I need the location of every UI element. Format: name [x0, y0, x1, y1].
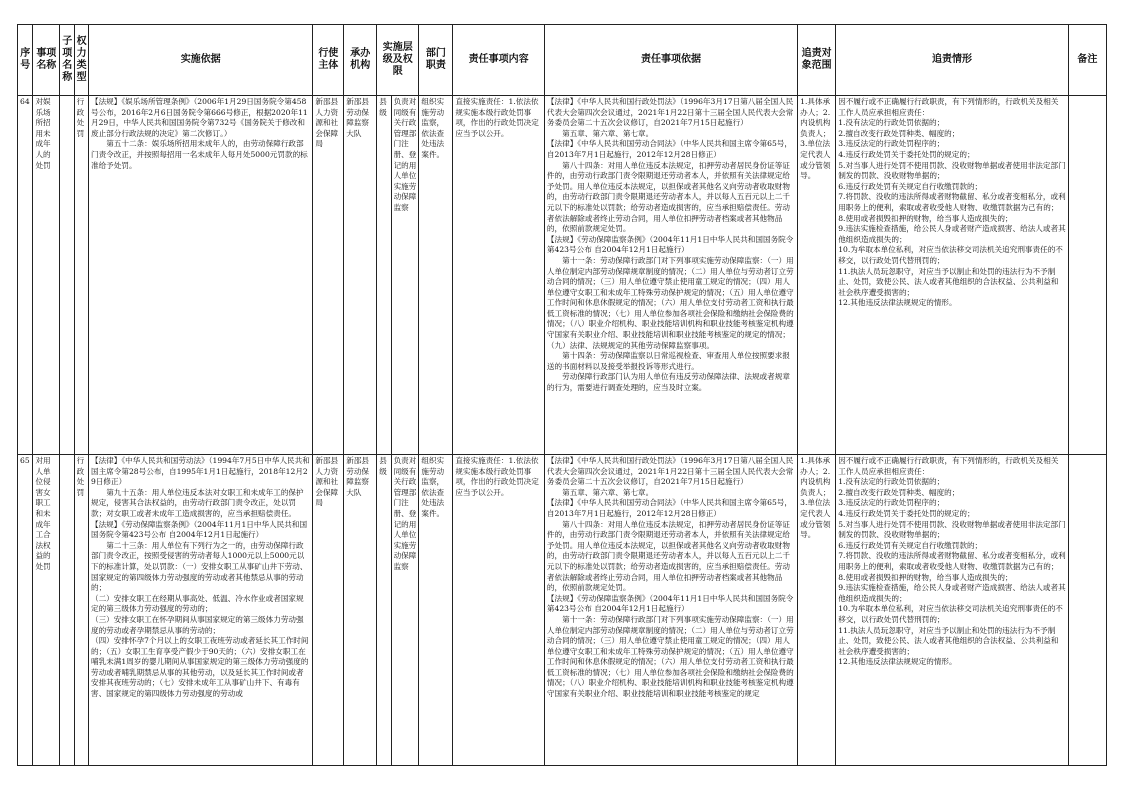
- cell-note: [1068, 96, 1106, 455]
- cell-sub: [60, 455, 74, 766]
- cell-basis: [89, 96, 313, 455]
- resp-basis-para: 第五章、第六章、第七章。: [562, 487, 654, 497]
- power-list-table: [17, 24, 1107, 766]
- header-scope: 追责对象范围: [798, 25, 836, 96]
- cell-seq: 64: [18, 96, 33, 455]
- case-line: 5.对当事人进行处罚不使用罚款、没收财物单据或者使用非法定部门制发的罚款、没收财物单据的；: [838, 160, 1066, 181]
- cell-authority: 负责对同级有关行政管理部门注册、登记的用人单位实施劳动保障监察: [391, 96, 419, 455]
- case-line: 12.其他违反法律法规规定的情形。: [838, 657, 957, 667]
- header-seq: 序号: [18, 25, 33, 96]
- header-cases: 追责情形: [836, 25, 1069, 96]
- cell-duty: 组织实施劳动监察，依法查处违法案件。: [419, 455, 453, 766]
- header-duty: 部门职责: [419, 25, 453, 96]
- case-line: 10.为牟取本单位私利，对应当依法移交司法机关追究刑事责任的不移交，以行政处罚代替刑罚的；: [838, 604, 1063, 624]
- basis-para: 第二十三条：用人单位有下列行为之一的，由劳动保障行政部门责令改正，按照受侵害的劳动者每人1000元以上5000元以下的标准计算，处以罚款：（一）安排女职工从事矿山井下劳动、国家规定的第四级体力劳动强度的劳动或者其他禁忌从事的劳动的；: [91, 540, 308, 593]
- header-sub: 子项名称: [60, 25, 74, 96]
- cell-agency: 新邵县劳动保障监察大队: [344, 455, 377, 766]
- basis-para: 【法规】《劳动保障监察条例》（2004年11月1日中华人民共和国国务院令第423号公布 自2004年12月1日起施行）: [91, 519, 308, 540]
- basis-para: （四）安排怀孕7个月以上的女职工夜班劳动或者延长其工作时间的；（五）女职工生育享受产假少于90天的；（六）安排女职工在哺乳未满1周岁的婴儿期间从事国家规定的第三级体力劳动强度的劳动或者哺乳期禁忌从事的其他劳动，以及延长其工作时间或者安排其夜班劳动的；（七）安排未成年工从事矿山井下、有毒有害、国家规定的第四级体力劳动强度的劳动或: [91, 636, 309, 699]
- basis-para: （二）安排女职工在经期从事高处、低温、冷水作业或者国家规定的第三级体力劳动强度的劳动的；: [91, 593, 304, 614]
- resp-basis-para: 【法律】《中华人民共和国行政处罚法》（1996年3月17日第八届全国人民代表大会第四次会议通过，2021年1月22日第十三届全国人民代表大会常务委员会第二十五次会议修订，自2021年7月15日起施行）: [546, 97, 794, 128]
- cell-type: 行政处罚: [74, 96, 88, 455]
- table-row: [18, 455, 1107, 766]
- case-line: 因不履行或不正确履行行政职责，有下列情形的，行政机关及相关工作人员应承担相应责任：: [838, 456, 1059, 476]
- case-line: 6.违反行政处罚有关规定自行收缴罚款的；: [838, 181, 983, 191]
- case-line: 11.执法人员玩忽职守，对应当予以制止和处罚的违法行为不予制止、处罚，致使公民、法人或者其他组织的合法权益、公共利益和社会秩序遭受损害的；: [838, 625, 1059, 656]
- case-line: 4.违反行政处罚关于委托处罚的规定的；: [838, 508, 975, 518]
- case-line: 1.没有法定的行政处罚依据的；: [838, 477, 945, 487]
- case-line: 6.违反行政处罚有关规定自行收缴罚款的；: [838, 540, 983, 550]
- cell-scope: 1.具体承办人；2.内设机构负责人；3.单位法定代表人或分管领导。: [798, 96, 836, 455]
- cell-note: [1068, 455, 1106, 766]
- table-row: [18, 96, 1107, 455]
- case-line: 7.将罚款、没收的违法所得或者财物截留、私分或者变相私分，或利用职务上的便利，索取或者收受他人财物、收缴罚款据为己有的；: [838, 551, 1066, 571]
- case-line: 4.违反行政处罚关于委托处罚的规定的；: [838, 149, 975, 159]
- cell-authority: 负责对同级有关行政管理部门注册、登记的用人单位实施劳动保障监察: [391, 455, 419, 766]
- resp-basis-para: 【法规】《劳动保障监察条例》（2004年11月1日中华人民共和国国务院令第423号公布 自2004年12月1日起施行）: [546, 593, 794, 614]
- resp-basis-para: 【法规】《劳动保障监察条例》（2004年11月1日中华人民共和国国务院令第423号公布 自2004年12月1日起施行）: [546, 234, 794, 255]
- header-resp-content: 责任事项内容: [453, 25, 545, 96]
- case-line: 12.其他违反法律法规规定的情形。: [838, 298, 957, 308]
- cell-sub: [60, 96, 74, 455]
- cell-level: 县级: [377, 96, 391, 455]
- case-line: 9.违法实施检查措施，给公民人身或者财产造成损害、给法人或者其他组织造成损失的；: [838, 583, 1066, 603]
- cell-cases: [836, 455, 1069, 766]
- header-item: 事项名称: [33, 25, 60, 96]
- cell-item: 对用人单位侵害女职工和未成年工合法权益的处罚: [33, 455, 60, 766]
- header-row: [18, 25, 1107, 96]
- basis-para: （三）安排女职工在怀孕期间从事国家规定的第三级体力劳动强度的劳动或者孕期禁忌从事的劳动的；: [91, 614, 304, 635]
- case-line: 2.擅自改变行政处罚种类、幅度的；: [838, 128, 960, 138]
- header-subject: 行使主体: [313, 25, 344, 96]
- case-line: 1.没有法定的行政处罚依据的；: [838, 118, 945, 128]
- case-line: 5.对当事人进行处罚不使用罚款、没收财物单据或者使用非法定部门制发的罚款、没收财物单据的；: [838, 519, 1066, 540]
- header-note: 备注: [1068, 25, 1106, 96]
- resp-basis-para: 劳动保障行政部门认为用人单位有违反劳动保障法律、法规或者规章的行为，需要进行调查处理的，应当及时立案。: [546, 372, 790, 393]
- basis-para: 【法规】《娱乐场所管理条例》（2006年1月29日国务院令第458号公布，2016年2月6日国务院令第666号修正，根据2020年11月29日，中华人民共和国国务院令第732号《国务院关于修改和废止部分行政法规的决定》第二次修订。）: [91, 97, 308, 138]
- resp-basis-para: 第八十四条：对用人单位违反本法规定，扣押劳动者居民身份证等证件的，由劳动行政部门责令限期退还劳动者本人，并依照有关法律规定给予处罚。用人单位违反本法规定，以担保或者其他名义向劳动者收取财物的，由劳动行政部门责令限期退还劳动者本人，并以每人五百元以上二千元以下的标准处以罚款；给劳动者造成损害的，应当承担赔偿责任。劳动者依法解除或者终止劳动合同，用人单位扣押劳动者档案或者其他物品的，依照前款规定处罚。: [546, 160, 790, 234]
- case-line: 9.违法实施检查措施，给公民人身或者财产造成损害、给法人或者其他组织造成损失的；: [838, 224, 1066, 244]
- case-line: 11.执法人员玩忽职守，对应当予以制止和处罚的违法行为不予制止、处罚，致使公民、法人或者其他组织的合法权益、公共利益和社会秩序遭受损害的；: [838, 266, 1059, 297]
- basis-para: 【法律】《中华人民共和国劳动法》（1994年7月5日中华人民共和国主席令第28号公布，自1995年1月1日起施行，2018年12月29日修正）: [91, 456, 310, 487]
- cell-resp-content: 直接实施责任：1.依法依规实施本级行政处罚事项，作出的行政处罚决定应当予以公开。: [453, 455, 545, 766]
- cell-scope: 1.具体承办人；2.内设机构负责人；3.单位法定代表人或分管领导。: [798, 455, 836, 766]
- cell-duty: 组织实施劳动监察，依法查处违法案件。: [419, 96, 453, 455]
- case-line: 2.擅自改变行政处罚种类、幅度的；: [838, 487, 960, 497]
- cell-resp-content: 直接实施责任：1.依法依规实施本级行政处罚事项，作出的行政处罚决定应当予以公开。: [453, 96, 545, 455]
- header-type: 权力类型: [74, 25, 88, 96]
- cell-seq: 65: [18, 455, 33, 766]
- resp-basis-para: 第十四条：劳动保障监察以日常巡视检查、审查用人单位按照要求报送的书面材料以及接受举报投诉等形式进行。: [546, 351, 790, 371]
- resp-basis-para: 【法律】《中华人民共和国行政处罚法》（1996年3月17日第八届全国人民代表大会第四次会议通过，2021年1月22日第十三届全国人民代表大会常务委员会第二十五次会议修订，自2021年7月15日起施行）: [546, 456, 794, 487]
- cell-type: 行政处罚: [74, 455, 88, 766]
- case-line: 8.使用或者损毁扣押的财物，给当事人造成损失的；: [838, 572, 1013, 582]
- resp-basis-para: 第十一条：劳动保障行政部门对下列事项实施劳动保障监察：（一）用人单位制定内部劳动保障规章制度的情况；（二）用人单位与劳动者订立劳动合同的情况；（三）用人单位遵守禁止使用童工规定的情况；（四）用人单位遵守女职工和未成年工特殊劳动保护规定的情况；（五）用人单位遵守工作时间和休息休假规定的情况；（六）用人单位支付劳动者工资和执行最低工资标准的情况；（七）用人单位参加各项社会保险和缴纳社会保险费的情况；（八）职业介绍机构、职业技能培训机构和职业技能考核鉴定机构遵守国家有关职业介绍、职业技能培训和职业技能考核鉴定的规定: [546, 614, 794, 699]
- cell-agency: 新邵县劳动保障监察大队: [344, 96, 377, 455]
- case-line: 因不履行或不正确履行行政职责，有下列情形的，行政机关及相关工作人员应承担相应责任：: [838, 97, 1059, 117]
- case-line: 3.违反法定的行政处罚程序的；: [838, 139, 945, 149]
- cell-basis: [89, 455, 313, 766]
- basis-para: 第九十五条：用人单位违反本法对女职工和未成年工的保护规定，侵害其合法权益的，由劳动行政部门责令改正，处以罚款；对女职工或者未成年工造成损害的，应当承担赔偿责任。: [91, 487, 304, 518]
- header-agency: 承办机构: [344, 25, 377, 96]
- header-resp-basis: 责任事项依据: [544, 25, 797, 96]
- cell-item: 对娱乐场所招用未成年人的处罚: [33, 96, 60, 455]
- header-basis: 实施依据: [89, 25, 313, 96]
- cell-resp-basis: [544, 96, 797, 455]
- header-level: 实施层级及权限: [377, 25, 419, 96]
- case-line: 8.使用或者损毁扣押的财物，给当事人造成损失的；: [838, 213, 1013, 223]
- cell-cases: [836, 96, 1069, 455]
- resp-basis-para: 第五章、第六章、第七章。: [562, 128, 654, 138]
- case-line: 7.将罚款、没收的违法所得或者财物截留、私分或者变相私分，或利用职务上的便利，索取或者收受他人财物、收缴罚款据为己有的；: [838, 192, 1066, 212]
- case-line: 3.违反法定的行政处罚程序的；: [838, 498, 945, 508]
- cell-subject: 新邵县人力资源和社会保障局: [313, 96, 344, 455]
- resp-basis-para: 【法律】《中华人民共和国劳动合同法》（中华人民共和国主席令第65号，自2013年7月1日起施行，2012年12月28日修正）: [546, 498, 792, 518]
- basis-para: 第五十二条：娱乐场所招用未成年人的，由劳动保障行政部门责令改正，并按照每招用一名未成年人每月处5000元罚款的标准给予处罚。: [91, 139, 308, 170]
- cell-level: 县级: [377, 455, 391, 766]
- case-line: 10.为牟取本单位私利，对应当依法移交司法机关追究刑事责任的不移交，以行政处罚代替刑罚的；: [838, 245, 1063, 265]
- cell-resp-basis: [544, 455, 797, 766]
- cell-subject: 新邵县人力资源和社会保障局: [313, 455, 344, 766]
- resp-basis-para: 第八十四条：对用人单位违反本法规定，扣押劳动者居民身份证等证件的，由劳动行政部门责令限期退还劳动者本人，并依照有关法律规定给予处罚。用人单位违反本法规定，以担保或者其他名义向劳动者收取财物的，由劳动行政部门责令限期退还劳动者本人，并以每人五百元以上二千元以下的标准处以罚款；给劳动者造成损害的，应当承担赔偿责任。劳动者依法解除或者终止劳动合同，用人单位扣押劳动者档案或者其他物品的，依照前款规定处罚。: [546, 519, 790, 593]
- resp-basis-para: 【法律】《中华人民共和国劳动合同法》（中华人民共和国主席令第65号，自2013年7月1日起施行，2012年12月28日修正）: [546, 139, 792, 159]
- resp-basis-para: 第十一条：劳动保障行政部门对下列事项实施劳动保障监察：（一）用人单位制定内部劳动保障规章制度的情况；（二）用人单位与劳动者订立劳动合同的情况；（三）用人单位遵守禁止使用童工规定的情况；（四）用人单位遵守女职工和未成年工特殊劳动保护规定的情况；（五）用人单位遵守工作时间和休息休假规定的情况；（六）用人单位支付劳动者工资和执行最低工资标准的情况；（七）用人单位参加各项社会保险和缴纳社会保险费的情况；（八）职业介绍机构、职业技能培训机构和职业技能考核鉴定机构遵守国家有关职业介绍、职业技能培训和职业技能考核鉴定的规定的情况；（九）法律、法规规定的其他劳动保障监察事项。: [546, 255, 794, 350]
